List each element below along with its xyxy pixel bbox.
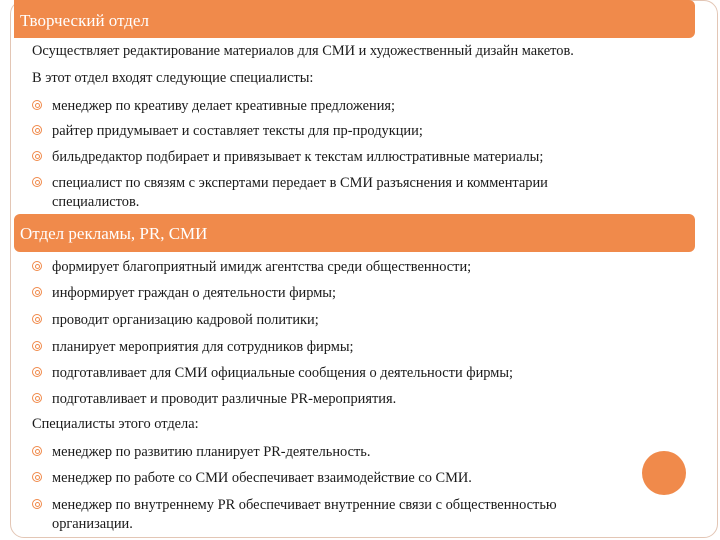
list-item-text: организации. [52, 516, 133, 532]
creative-lead: В этот отдел входят следующие специалисты: [32, 70, 314, 86]
bullet-icon [32, 287, 42, 297]
bullet-icon [32, 177, 42, 187]
list-item-text: специалистов. [52, 194, 140, 210]
list-item-text: планирует мероприятия для сотрудников фирмы; [52, 339, 354, 355]
list-item-text: менеджер по развитию планирует PR-деятельность. [52, 444, 371, 460]
bullet-icon [32, 393, 42, 403]
list-item-text: специалист по связям с экспертами передает в СМИ разъяснения и комментарии [52, 175, 548, 191]
pr-lead: Специалисты этого отдела: [32, 416, 199, 432]
bullet-icon [32, 499, 42, 509]
bullet-icon [32, 100, 42, 110]
list-item-text: информирует граждан о деятельности фирмы; [52, 285, 336, 301]
list-item-text: менеджер по работе со СМИ обеспечивает взаимодействие со СМИ. [52, 470, 472, 486]
bullet-icon [32, 446, 42, 456]
list-item-text: менеджер по креативу делает креативные предложения; [52, 98, 396, 114]
list-item-text: проводит организацию кадровой политики; [52, 312, 319, 328]
bullet-icon [32, 261, 42, 271]
bullet-icon [32, 125, 42, 135]
bullet-icon [32, 314, 42, 324]
creative-intro: Осуществляет редактирование материалов для СМИ и художественный дизайн макетов. [32, 43, 574, 59]
bullet-icon [32, 151, 42, 161]
decorative-circle [642, 451, 686, 495]
bullet-icon [32, 367, 42, 377]
list-item-text: подготавливает для СМИ официальные сообщения о деятельности фирмы; [52, 365, 514, 381]
list-item-text: менеджер по внутреннему PR обеспечивает внутренние связи с общественностью [52, 497, 557, 513]
section-title-bar-creative [14, 0, 695, 38]
bullet-icon [32, 341, 42, 351]
list-item-text: райтер придумывает и составляет тексты для пр-продукции; [52, 123, 423, 139]
section-title-bar-pr [14, 214, 695, 252]
section-title-pr: Отдел рекламы, PR, СМИ [20, 224, 208, 243]
bullet-icon [32, 472, 42, 482]
list-item-text: формирует благоприятный имидж агентства среди общественности; [52, 259, 472, 275]
list-item-text: бильдредактор подбирает и привязывает к текстам иллюстративные материалы; [52, 149, 544, 165]
section-title-creative: Творческий отдел [20, 11, 149, 30]
list-item-text: подготавливает и проводит различные PR-мероприятия. [52, 391, 397, 407]
